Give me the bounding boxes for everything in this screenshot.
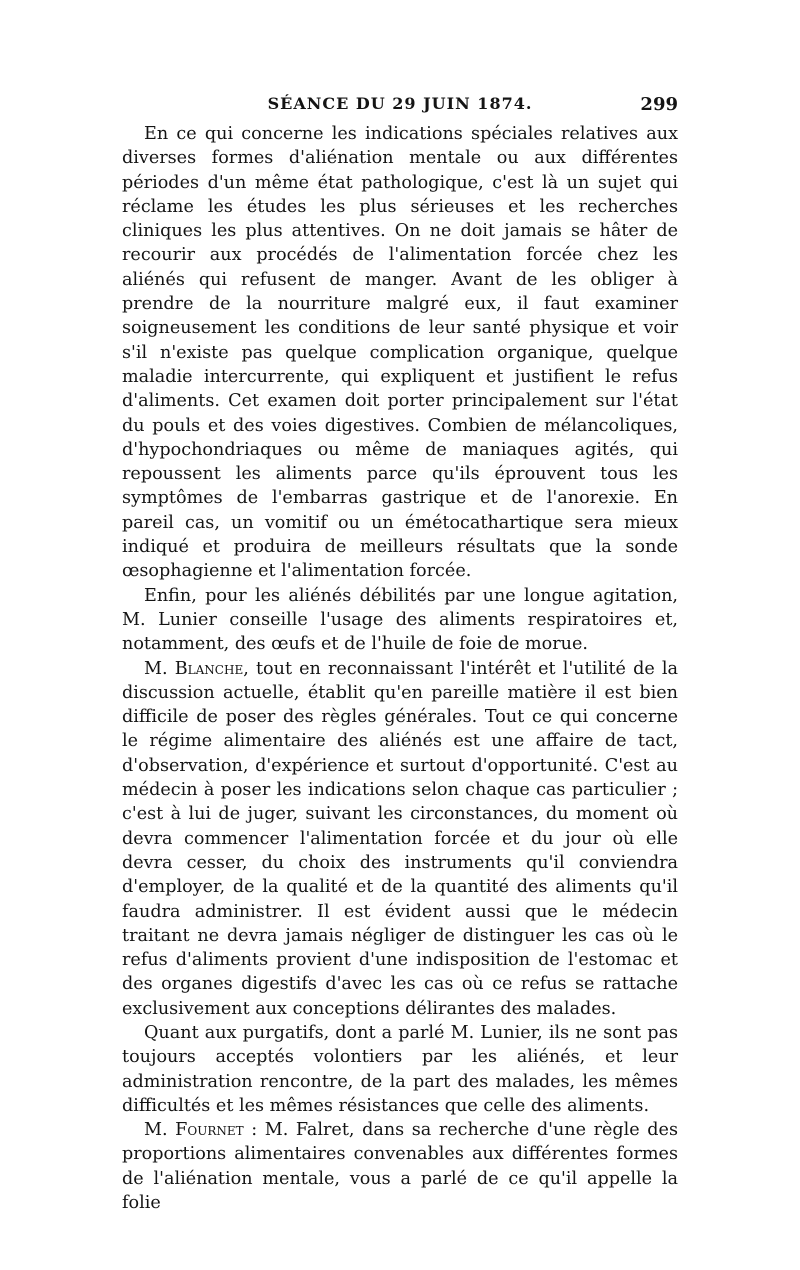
paragraph-indications [122,122,678,584]
paragraph-fournet [122,1118,678,1215]
page-body [122,122,678,1215]
paragraph-lunier-aliments [122,584,678,657]
paragraph-text: tout en reconnaissant l'intérêt et l'utilité de la discussion actuelle, établit qu'en pareille matière il est bien difficile de poser des règles générales. Tout ce qui concerne le régime alimentaire des aliénés est une affaire de tact, d'observation, d'expérience et surtout d'opportunité. C'est au médecin à poser les indications selon chaque cas particulier ; c'est à lui de juger, suivant les circonstances, du moment où devra commencer l'alimentation forcée et du jour où elle devra cesser, du choix des instruments qu'il conviendra d'employer, de la qualité et de la quantité des aliments qu'il faudra administrer. Il est évident aussi que le médecin traitant ne devra jamais négliger de distinguer les cas où le refus d'aliments provient d'une indisposition de l'estomac et des organes digestifs d'avec les cas où ce refus se rattache exclusivement aux conceptions délirantes des malades. [122,658,678,1019]
speaker-name: M. Blanche, [144,658,249,679]
paragraph-text: En ce qui concerne les indications spéciales relatives aux diverses formes d'aliénation mentale ou aux différentes périodes d'un même état pathologique, c'est là un sujet qui réclame les études les plus sérieuses et les recherches cliniques les plus attentives. On ne doit jamais se hâter de recourir aux procédés de l'alimentation forcée chez les aliénés qui refusent de manger. Avant de les obliger à prendre de la nourriture malgré eux, il faut examiner soigneusement les conditions de leur santé physique et voir s'il n'existe pas quelque complication organique, quelque maladie intercurrente, qui expliquent et justifient le refus d'aliments. Cet examen doit porter principalement sur l'état du pouls et des voies digestives. Combien de mélancoliques, d'hypochondriaques ou même de maniaques agités, qui repoussent les aliments parce qu'ils éprouvent tous les symptômes de l'embarras gastrique et de l'anorexie. En pareil cas, un vomitif ou un émétocathartique sera mieux indiqué et produira de meilleurs résultats que la sonde œsophagienne et l'alimentation forcée. [122,124,678,582]
paragraph-text: : M. Falret, dans sa recherche d'une règle des proportions alimentaires convenables aux différentes formes de l'aliénation mentale, vous a parlé de ce qu'il appelle la folie [122,1120,678,1214]
paragraph-blanche [122,657,678,1021]
page-number: 299 [640,94,678,115]
paragraph-purgatifs [122,1021,678,1118]
paragraph-text: Quant aux purgatifs, dont a parlé M. Lunier, ils ne sont pas toujours acceptés volontiers par les aliénés, et leur administration rencontre, de la part des malades, les mêmes difficultés et les mêmes résistances que celle des aliments. [122,1022,678,1116]
paragraph-text: Enfin, pour les aliénés débilités par une longue agitation, M. Lunier conseille l'usage des aliments respiratoires et, notamment, des œufs et de l'huile de foie de morue. [122,585,678,655]
running-head: SÉANCE DU 29 JUIN 1874. [267,94,533,113]
speaker-name: M. Fournet [144,1120,244,1141]
page-header [122,94,678,120]
